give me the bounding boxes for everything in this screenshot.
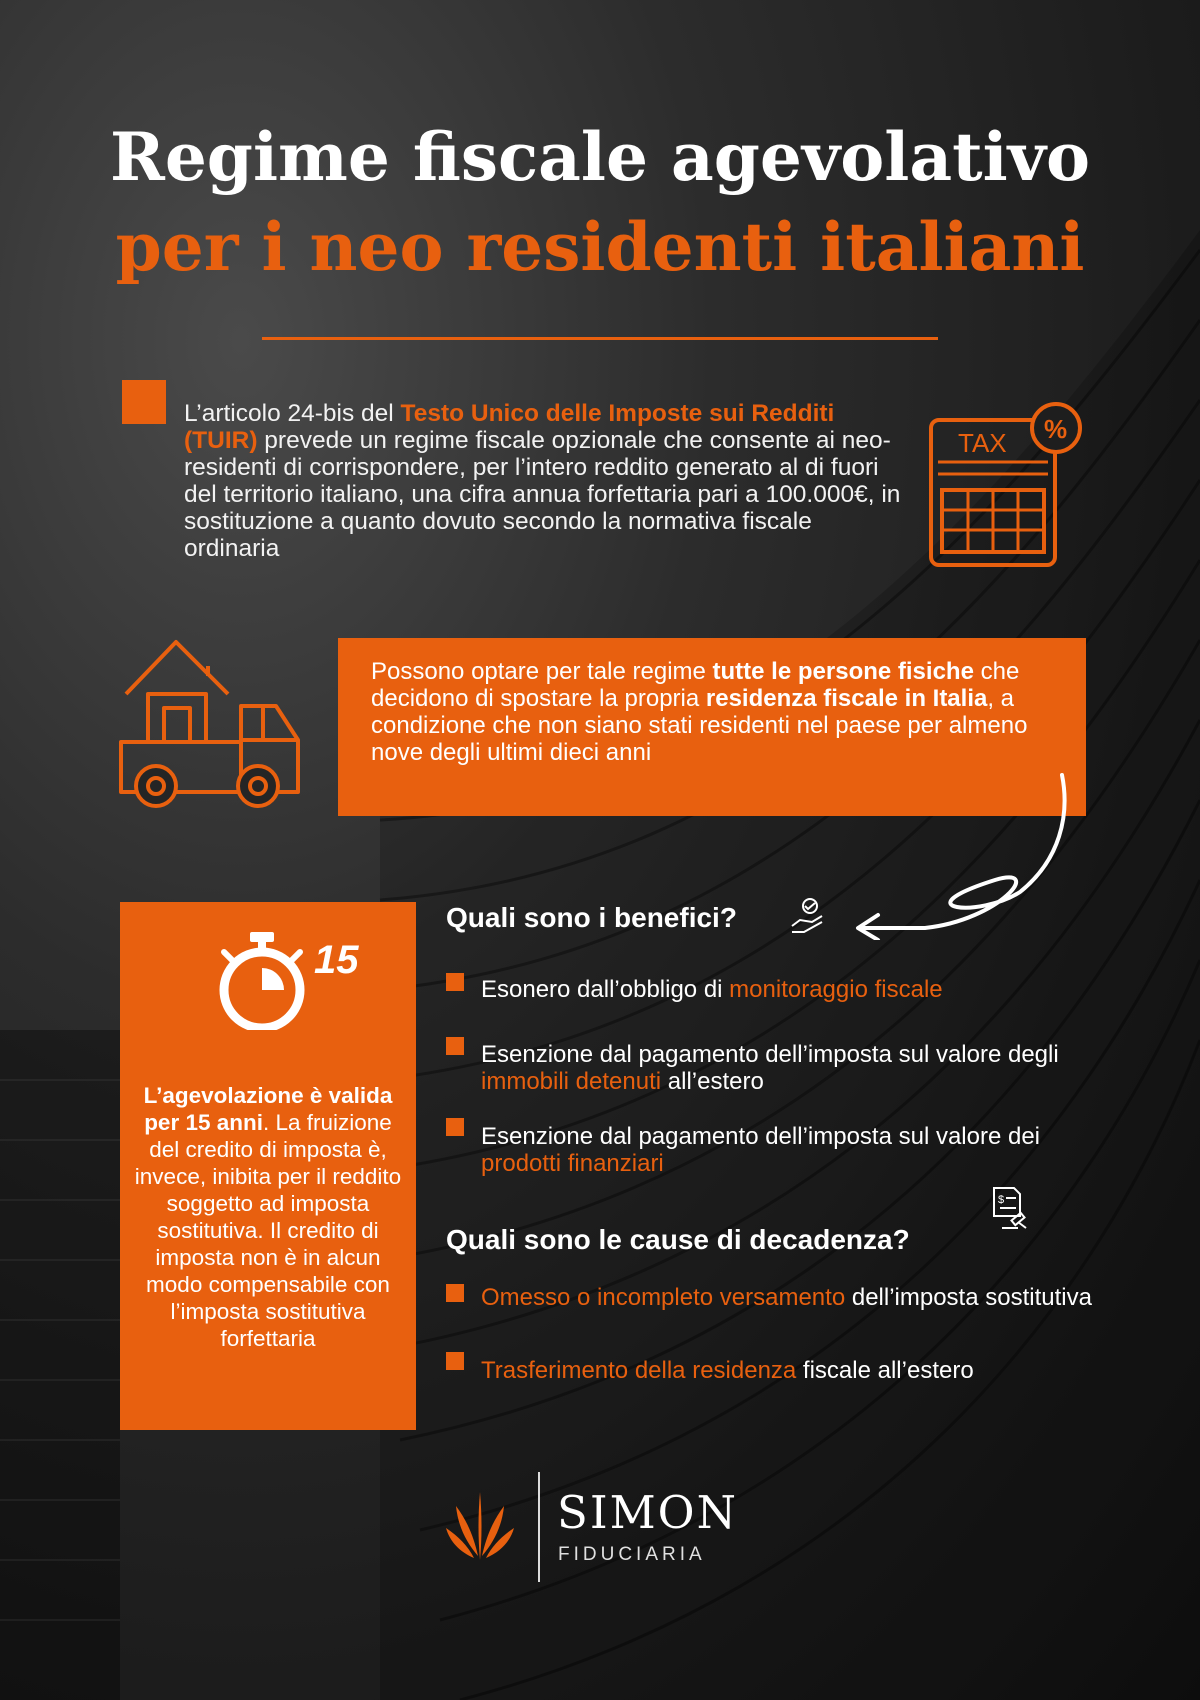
duration-box — [120, 902, 416, 1430]
tax-icon-label: TAX — [958, 428, 1007, 458]
stopwatch-icon — [210, 930, 314, 1030]
gavel-document-icon — [988, 1186, 1028, 1230]
benefit-item — [481, 976, 1121, 1003]
wheat-logo-icon — [444, 1486, 516, 1562]
benefit-item — [481, 1041, 1121, 1095]
curved-arrow-icon — [830, 760, 1090, 940]
duration-badge: 15 — [314, 938, 359, 982]
benefit-text: Esonero dall’obbligo di — [481, 976, 730, 1003]
title-divider — [262, 337, 938, 340]
cause-text: fiscale all’estero — [796, 1357, 974, 1384]
svg-text:$: $ — [998, 1194, 1005, 1206]
tax-icon-symbol: % — [1044, 414, 1068, 444]
eligibility-text-2: che decidono di spostare la propria — [371, 658, 1020, 712]
duration-text — [132, 1082, 404, 1352]
cause-bullet — [446, 1284, 464, 1302]
benefit-text: Esenzione dal pagamento dell’imposta sul valore degli — [481, 1041, 1059, 1068]
eligibility-bold-2: residenza fiscale in Italia — [705, 685, 988, 712]
handshake-icon — [790, 896, 826, 936]
eligibility-bold-1: tutte le persone fisiche — [712, 658, 974, 685]
duration-bold: L’agevolazione è valida per 15 anni — [143, 1083, 393, 1135]
benefit-item — [481, 1123, 1121, 1177]
eligibility-text-3: , a condizione che non siano stati residenti nel paese per almeno nove degli ultimi dieci anni — [371, 685, 1028, 766]
causes-title: Quali sono le cause di decadenza? — [446, 1224, 910, 1255]
house-truck-icon — [118, 636, 308, 816]
benefit-text: Esenzione dal pagamento dell’imposta sul valore dei — [481, 1123, 1041, 1150]
benefit-text-post: all’estero — [661, 1068, 764, 1095]
title-line-1: Regime fiscale agevolativo — [109, 118, 1091, 196]
benefit-highlight: immobili detenuti — [481, 1068, 662, 1095]
benefit-bullet — [446, 1118, 464, 1136]
tax-calculator-icon — [928, 400, 1088, 570]
cause-item — [481, 1284, 1121, 1311]
benefit-highlight: prodotti finanziari — [481, 1150, 664, 1177]
eligibility-text-1: Possono optare per tale regime — [371, 658, 713, 685]
intro-text-highlight: Testo Unico delle Imposte sui Redditi (TUIR) — [184, 400, 835, 454]
benefits-title: Quali sono i benefici? — [446, 902, 737, 933]
cause-highlight: Trasferimento della residenza — [481, 1357, 797, 1384]
intro-paragraph — [184, 400, 904, 562]
title-line-2: per i neo residenti italiani — [115, 208, 1085, 286]
intro-text-post: prevede un regime fiscale opzionale che consente ai neo-residenti di corrispondere, per l’intero reddito generato al di fuori del territorio italiano, una cifra annua forfettaria pari a 100.000€, in sostituzione a quanto dovuto secondo la normativa fiscale ordinaria — [184, 427, 901, 562]
intro-bullet-square — [122, 380, 166, 424]
logo-divider — [538, 1472, 540, 1582]
logo-subtitle: FIDUCIARIA — [558, 1544, 706, 1565]
cause-item — [481, 1357, 1121, 1384]
logo-name: SIMON — [557, 1486, 738, 1539]
benefit-bullet — [446, 973, 464, 991]
benefit-bullet — [446, 1037, 464, 1055]
cause-highlight: Omesso o incompleto versamento — [481, 1284, 846, 1311]
cause-text: dell’imposta sostitutiva — [845, 1284, 1092, 1311]
benefit-highlight: monitoraggio fiscale — [729, 976, 943, 1003]
intro-text-pre: L’articolo 24-bis del — [184, 400, 401, 427]
cause-bullet — [446, 1352, 464, 1370]
duration-rest: . La fruizione del credito di imposta è, invece, inibita per il reddito soggetto ad imposta sostitutiva. Il credito di imposta non è in alcun modo compensabile con l’imposta sostitutiva forfettaria — [134, 1110, 402, 1351]
